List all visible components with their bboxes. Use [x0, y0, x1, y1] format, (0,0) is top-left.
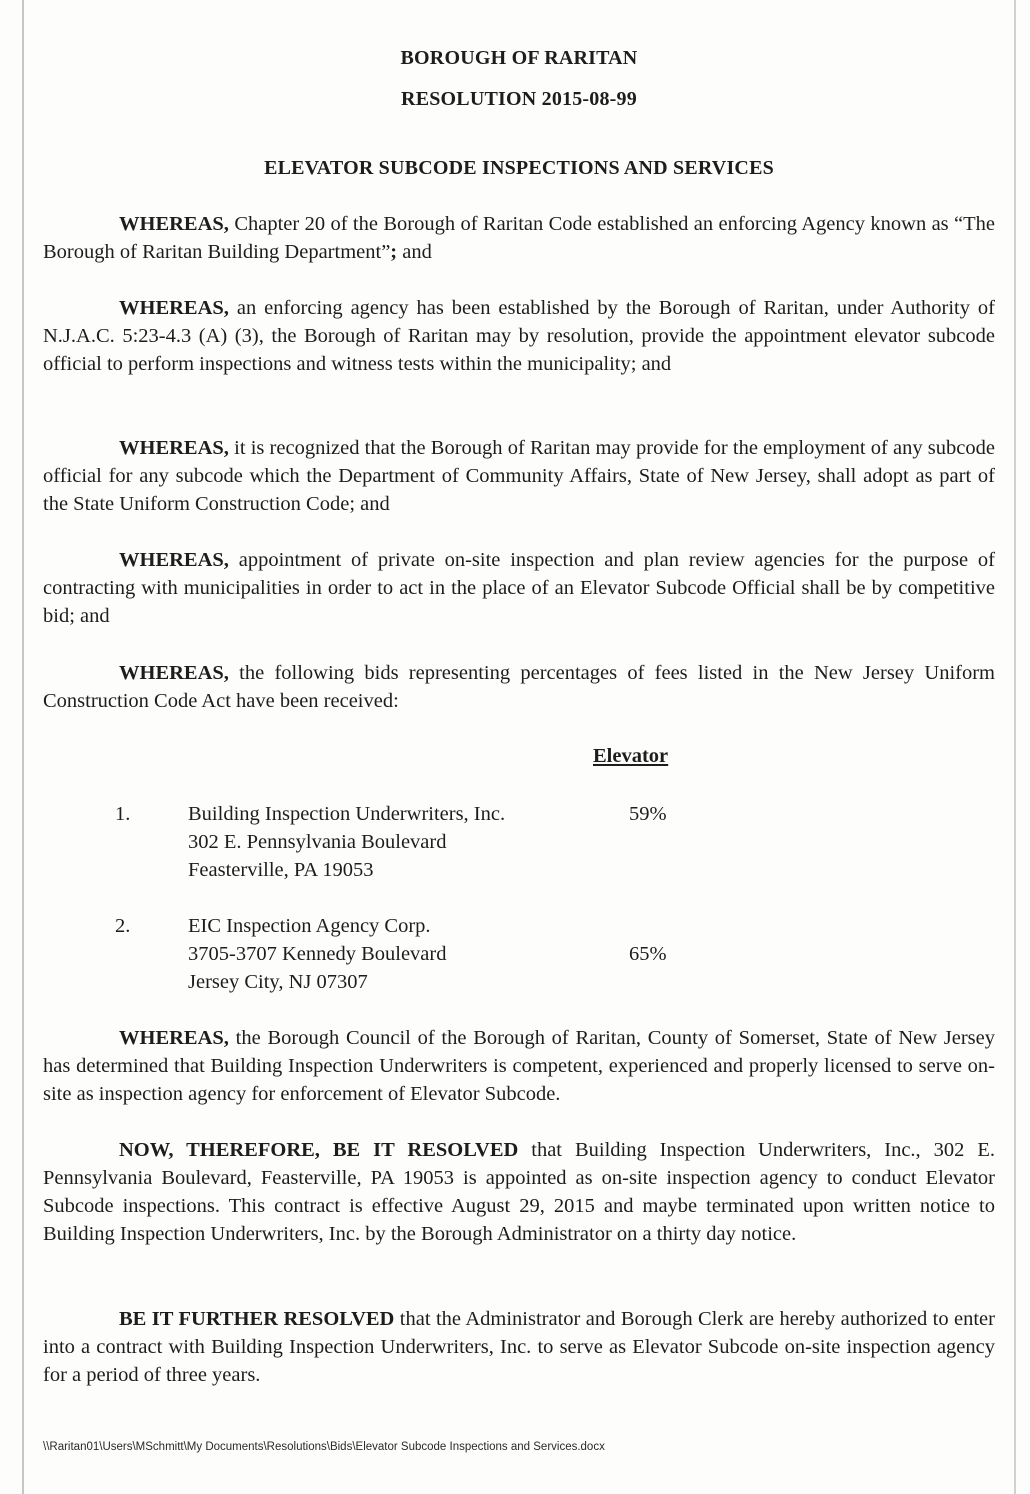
paragraph-text: it is recognized that the Borough of Raritan may provide for the employment of any subcode official for any subcode which the Department of Community Affairs, State of New Jersey, shall adopt as part of the State Uniform Construction Code; and — [43, 437, 995, 515]
paragraph-lead: WHEREAS, — [119, 213, 229, 235]
bidder-city: Feasterville, PA 19053 — [188, 859, 374, 881]
page-right-edge — [1014, 0, 1016, 1494]
paragraph-bold-tail: ; — [390, 241, 398, 263]
paragraph-lead: WHEREAS, — [119, 662, 229, 684]
paragraph-text: that the Administrator and Borough Clerk are hereby authorized to enter into a contract with Building Inspection Underwriters, Inc. to serve as Elevator Subcode on-site inspection agency for a period of three years. — [43, 1308, 995, 1386]
whereas-paragraph-2 — [43, 294, 995, 378]
bid-number: 1. — [115, 803, 131, 825]
paragraph-lead: BE IT FURTHER RESOLVED — [119, 1308, 395, 1330]
paragraph-lead: WHEREAS, — [119, 437, 229, 459]
bidder-city: Jersey City, NJ 07307 — [188, 971, 368, 993]
bidder-name: EIC Inspection Agency Corp. — [188, 915, 431, 937]
elevator-column-header: Elevator — [593, 745, 669, 767]
whereas-paragraph-6 — [43, 1024, 995, 1108]
whereas-paragraph-5 — [43, 659, 995, 715]
bidder-address: 302 E. Pennsylvania Boulevard — [188, 831, 447, 853]
bidder-info — [188, 912, 446, 996]
borough-heading: BOROUGH OF RARITAN — [400, 47, 638, 69]
bidder-address: 3705-3707 Kennedy Boulevard — [188, 943, 447, 965]
bid-number: 2. — [115, 915, 131, 937]
paragraph-lead: NOW, THEREFORE, BE IT RESOLVED — [119, 1139, 519, 1161]
paragraph-lead: WHEREAS, — [119, 549, 229, 571]
further-resolved-paragraph — [43, 1305, 995, 1389]
resolution-title: ELEVATOR SUBCODE INSPECTIONS AND SERVICES — [264, 157, 774, 179]
paragraph-text: appointment of private on-site inspection and plan review agencies for the purpose of contracting with municipalities in order to act in the place of an Elevator Subcode Official shall be by competitive bid; and — [43, 549, 995, 627]
whereas-paragraph-4 — [43, 546, 995, 630]
paragraph-text: Chapter 20 of the Borough of Raritan Code established an enforcing Agency known as “The Borough of Raritan Building Department” — [43, 213, 995, 263]
bidder-name: Building Inspection Underwriters, Inc. — [188, 803, 506, 825]
bid-percentage: 59% — [629, 803, 667, 825]
page-left-edge — [22, 0, 24, 1494]
paragraph-text: an enforcing agency has been established by the Borough of Raritan, under Authority of N.J.A.C. 5:23-4.3 (A) (3), the Borough of Raritan may by resolution, provide the appointment elevator subcode official to perform inspections and witness tests within the municipality; and — [43, 297, 995, 375]
bidder-info — [188, 800, 505, 884]
whereas-paragraph-3 — [43, 434, 995, 518]
paragraph-lead: WHEREAS, — [119, 297, 229, 319]
whereas-paragraph-1 — [43, 210, 995, 266]
paragraph-text: the following bids representing percentages of fees listed in the New Jersey Uniform Construction Code Act have been received: — [43, 662, 995, 712]
footer-file-path: \\Raritan01\Users\MSchmitt\My Documents\Resolutions\Bids\Elevator Subcode Inspections and Services.docx — [43, 1441, 605, 1453]
paragraph-text: that Building Inspection Underwriters, Inc., 302 E. Pennsylvania Boulevard, Feasterville, PA 19053 is appointed as on-site inspection agency to conduct Elevator Subcode inspections. This contract is effective August 29, 2015 and maybe terminated upon written notice to Building Inspection Underwriters, Inc. by the Borough Administrator on a thirty day notice. — [43, 1139, 995, 1245]
resolved-paragraph — [43, 1136, 995, 1248]
paragraph-tail: and — [397, 241, 432, 263]
resolution-number: RESOLUTION 2015-08-99 — [401, 88, 637, 110]
paragraph-text: the Borough Council of the Borough of Raritan, County of Somerset, State of New Jersey has determined that Building Inspection Underwriters is competent, experienced and properly licensed to serve on-site as inspection agency for enforcement of Elevator Subcode. — [43, 1027, 995, 1105]
bid-percentage: 65% — [629, 943, 667, 965]
paragraph-lead: WHEREAS, — [119, 1027, 229, 1049]
